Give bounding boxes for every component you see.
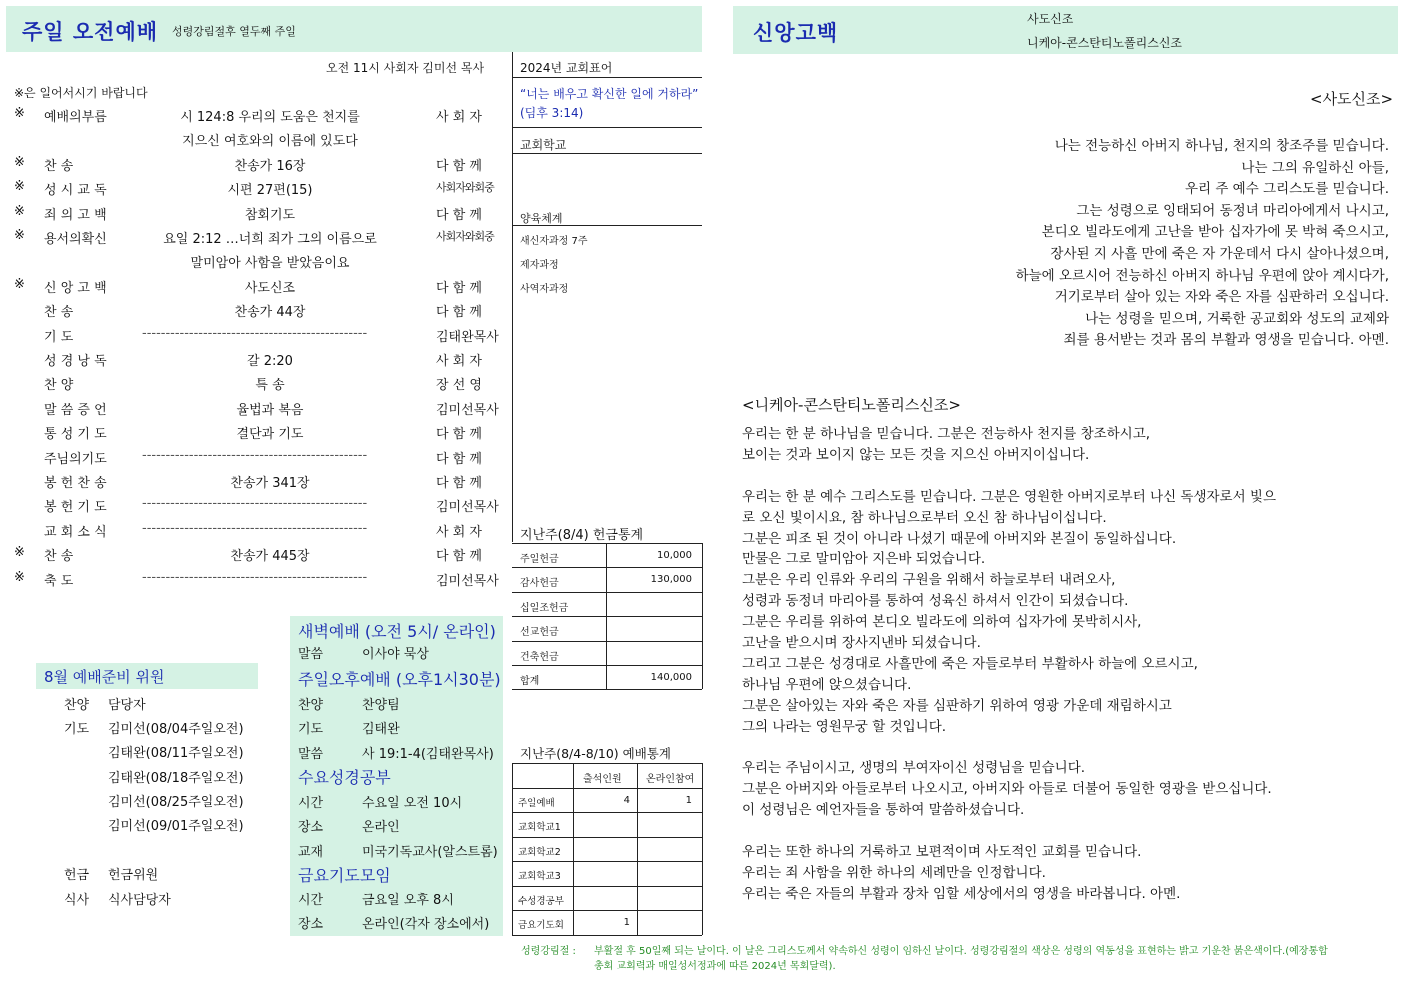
offering-line [512, 665, 702, 666]
attendance-line [512, 935, 702, 936]
nicene-line: 하나님 우편에 앉으셨습니다. [742, 676, 912, 693]
order-content: 요일 2:12 …너희 죄가 그의 이름으로 [163, 232, 377, 247]
apostles-line: 나는 전능하신 아버지 하나님, 천지의 창조주를 믿습니다. [1054, 138, 1389, 154]
order-name: 찬 양 [44, 378, 74, 394]
order-row [0, 374, 510, 398]
order-who: 김미선목사 [436, 402, 499, 418]
nicene-line: 성령과 동정녀 마리아를 통하여 성육신 하셔서 인간이 되셨습니다. [742, 593, 1129, 610]
order-name: 용서의확신 [44, 232, 107, 247]
order-content: 갈 2:20 [247, 354, 293, 369]
order-mark: ※ [14, 203, 25, 219]
meeting-key: 장소 [298, 917, 324, 933]
nicene-line: 그분은 살아있는 자와 죽은 자를 심판하기 위하여 영광 가운데 재림하시고 [742, 697, 1172, 714]
order-mark: ※ [14, 228, 25, 243]
order-content: 특 송 [255, 378, 285, 394]
order-who: 다 함 께 [436, 549, 482, 565]
order-content: ------------------------------------------------ [142, 325, 368, 341]
order-content: 찬송가 445장 [230, 549, 310, 565]
order-who: 사 회 자 [436, 110, 482, 125]
stand-notice: ※은 일어서시기 바랍니다 [14, 86, 148, 100]
order-name: 성 경 낭 독 [44, 354, 107, 369]
order-name: 기 도 [44, 329, 74, 345]
order-who: 사 회 자 [436, 524, 482, 540]
order-name: 성 시 교 독 [44, 183, 107, 199]
order-row [0, 399, 510, 423]
meeting-key: 장소 [298, 820, 324, 836]
order-who: 다 함 께 [436, 158, 482, 174]
meeting-key: 교재 [298, 844, 324, 860]
order-row [0, 204, 510, 228]
order-content: 율법과 복음 [236, 402, 304, 418]
offering-value: 140,000 [650, 672, 692, 683]
attendance-a: 1 [623, 917, 630, 928]
offering-value: 130,000 [650, 574, 692, 586]
meeting-value: 수요일 오전 10시 [362, 796, 463, 811]
nicene-line: 만물은 그로 말미암아 지은바 되었습니다. [742, 551, 986, 568]
prep-value: 김태완(08/11주일오전) [108, 746, 244, 761]
offering-line [512, 592, 702, 593]
attendance-line [512, 910, 702, 911]
nicene-line: 고난을 받으시며 장사지낸바 되셨습니다. [742, 635, 981, 651]
order-content: 말미암아 사함을 받았음이요 [190, 256, 350, 272]
order-who: 사회자와회중 [436, 181, 494, 195]
attendance-key: 주일예배 [518, 797, 555, 809]
apostles-line: 나는 그의 유일하신 아들, [1241, 159, 1389, 176]
meeting-heading: 수요성경공부 [298, 768, 391, 787]
attendance-line [512, 861, 702, 862]
attendance-key: 교회학교1 [518, 822, 561, 833]
attendance-line [512, 837, 702, 838]
offering-key: 합계 [520, 676, 540, 687]
offering-value: 10,000 [657, 550, 692, 561]
nicene-title: <니케아-콘스탄티노폴리스신조> [742, 396, 961, 414]
order-content: 찬송가 341장 [230, 476, 310, 491]
attendance-line [512, 886, 702, 887]
order-row [0, 545, 510, 569]
edu-1: 새신자과정 7주 [520, 236, 588, 247]
prep-value: 김미선(08/25주일오전) [108, 795, 244, 810]
order-content: ------------------------------------------------ [142, 520, 368, 536]
offering-key: 감사헌금 [520, 578, 559, 590]
order-content: 지으신 여호와의 이름에 있도다 [182, 134, 358, 150]
attendance-key: 금요기도회 [518, 920, 564, 931]
meeting-value: 미국기독교사(알스트롬) [362, 844, 498, 860]
apostles-title: <사도신조> [1310, 90, 1394, 108]
order-name: 신 앙 고 백 [44, 280, 107, 296]
footer-label: 성령강림절 : [521, 946, 576, 957]
order-name: 봉 헌 기 도 [44, 500, 107, 516]
order-who: 김미선목사 [436, 573, 499, 589]
prep-header [36, 663, 258, 689]
apostles-line: 그는 성령으로 잉태되어 동정녀 마리아에게서 나시고, [1076, 202, 1389, 219]
meeting-value: 이사야 묵상 [362, 647, 429, 662]
order-name: 찬 송 [44, 158, 74, 174]
meeting-key: 찬양 [298, 698, 324, 713]
order-who: 사회자와회중 [436, 230, 494, 243]
order-mark: ※ [14, 106, 25, 121]
school-label: 교회학교 [520, 138, 567, 152]
footer-text2: 총회 교회력과 매일성서정과에 따른 2024년 목회달력). [594, 961, 836, 972]
attendance-b: 1 [685, 794, 692, 806]
attendance-vline [702, 763, 703, 935]
order-row [0, 155, 510, 179]
attendance-key: 교회학교2 [518, 846, 561, 858]
order-mark: ※ [14, 276, 25, 292]
order-content: ------------------------------------------------ [142, 447, 368, 463]
attendance-h1: 출석인원 [583, 774, 622, 785]
offering-title: 지난주(8/4) 헌금통계 [520, 528, 644, 543]
motto-text: “너는 배우고 확신한 일에 거하라” (딤후 3:14) [520, 87, 699, 120]
order-row [0, 252, 510, 276]
nicene-line: 우리는 죽은 자들의 부활과 장차 임할 세상에서의 영생을 바라봅니다. 아멘. [742, 885, 1181, 902]
nicene-line: 그분은 아버지와 아들로부터 나오시고, 아버지와 아들로 더불어 동일한 영광을 받으십니다. [742, 781, 1272, 798]
order-row [0, 228, 510, 252]
order-who: 다 함 께 [436, 476, 482, 491]
offering-line [512, 567, 702, 568]
creed-sub1: 사도신조 [1027, 12, 1074, 26]
left-header [6, 6, 702, 52]
meeting-key: 말씀 [298, 647, 324, 662]
meeting-value: 찬양팀 [362, 698, 400, 713]
apostles-line: 본디오 빌라도에게 고난을 받아 십자가에 못 박혀 죽으시고, [1041, 224, 1389, 241]
nicene-line: 보이는 것과 보이지 않는 모든 것을 지으신 아버지이십니다. [742, 446, 1090, 463]
prep-value: 김태완(08/18주일오전) [108, 771, 244, 786]
meeting-value: 사 19:1-4(김태완목사) [362, 746, 494, 762]
meeting-key: 시간 [298, 796, 324, 811]
creed-title: 신앙고백 [753, 21, 839, 45]
attendance-key: 수성경공부 [518, 895, 564, 907]
meeting-key: 말씀 [298, 746, 324, 762]
order-name: 예배의부름 [44, 110, 107, 125]
prep-value: 김미선(08/04주일오전) [108, 722, 244, 737]
apostles-line: 장사된 지 사흘 만에 죽은 자 가운데서 다시 살아나셨으며, [1050, 246, 1389, 262]
attendance-line [512, 788, 702, 789]
attendance-line [512, 812, 702, 813]
order-content: ------------------------------------------------ [142, 569, 368, 585]
offering-line [512, 689, 702, 690]
order-who: 사 회 자 [436, 354, 482, 369]
prep-key: 식사 [64, 893, 90, 908]
nicene-line: 그의 나라는 영원무궁 할 것입니다. [742, 718, 947, 735]
offering-key: 건축헌금 [520, 651, 559, 663]
order-row [0, 496, 510, 520]
nicene-line: 그분은 우리 인류와 우리의 구원을 위해서 하늘로부터 내려오사, [742, 572, 1116, 589]
attendance-vline [512, 763, 513, 935]
prep-value: 식사담당자 [108, 893, 171, 908]
prep-key: 기도 [64, 722, 90, 737]
prep-key: 찬양 [64, 698, 90, 713]
meeting-heading: 새벽예배 (오전 5시/ 온라인) [298, 622, 496, 641]
divider [512, 52, 513, 542]
footer-text1: 부활절 후 50일째 되는 날이다. 이 날은 그리스도께서 약속하신 성령이 임하신 날이다. 성령강림절의 색상은 성령의 역동성을 표현하는 밝고 기운찬 붉은색이다.(예장통합 [594, 946, 1328, 957]
apostles-line: 거기로부터 살아 있는 자와 죽은 자를 심판하러 오십니다. [1054, 289, 1389, 306]
apostles-line: 죄를 용서받는 것과 몸의 부활과 영생을 믿습니다. 아멘. [1063, 332, 1389, 349]
order-name: 봉 헌 찬 송 [44, 476, 107, 491]
meeting-key: 시간 [298, 893, 324, 908]
order-row [0, 130, 510, 154]
nicene-line: 우리는 한 분 예수 그리스도를 믿습니다. 그분은 영원한 아버지로부터 나신 독생자로서 빛으 [742, 488, 1277, 505]
order-name: 교 회 소 식 [44, 524, 107, 540]
order-row [0, 179, 510, 203]
meeting-value: 금요일 오후 8시 [362, 893, 454, 908]
order-content: 찬송가 16장 [234, 158, 306, 174]
meeting-key: 기도 [298, 722, 324, 738]
offering-line [512, 641, 702, 642]
order-who: 다 함 께 [436, 427, 482, 443]
nicene-line: 우리는 주님이시고, 생명의 부여자이신 성령님을 믿습니다. [742, 760, 1086, 777]
meeting-value: 온라인(각자 장소에서) [362, 917, 490, 933]
attendance-key: 교회학교3 [518, 871, 561, 882]
meeting-value: 온라인 [362, 820, 400, 836]
prep-value: 담당자 [108, 698, 146, 713]
order-row [0, 521, 510, 545]
edu-title: 양육체계 [520, 212, 563, 225]
order-name: 통 성 기 도 [44, 427, 107, 443]
offering-vline [606, 543, 607, 689]
offering-line [512, 543, 702, 544]
nicene-line: 그분은 우리를 위하여 본디오 빌라도에 의하여 십자가에 못박히시사, [742, 614, 1142, 631]
prep-value: 헌금위원 [108, 868, 159, 883]
order-row [0, 448, 510, 472]
order-who: 장 선 영 [436, 378, 482, 394]
order-mark: ※ [14, 545, 25, 561]
attendance-a: 4 [623, 794, 630, 806]
order-who: 다 함 께 [436, 207, 482, 223]
order-row [0, 423, 510, 447]
order-row [0, 301, 510, 325]
order-content: 사도신조 [244, 280, 296, 296]
order-name: 주님의기도 [44, 451, 107, 467]
order-who: 김태완목사 [436, 329, 499, 345]
offering-key: 주일헌금 [520, 554, 559, 565]
nicene-line: 그분은 피조 된 것이 아니라 나셨기 때문에 아버지와 본질이 동일하십니다. [742, 530, 1177, 547]
order-content: ------------------------------------------------ [142, 496, 368, 512]
order-mark: ※ [14, 179, 25, 195]
order-mark: ※ [14, 154, 25, 170]
meeting-value: 김태완 [362, 722, 400, 738]
order-name: 찬 송 [44, 305, 74, 321]
prep-title: 8월 예배준비 위원 [44, 668, 165, 686]
order-mark: ※ [14, 569, 25, 585]
prep-value: 김미선(09/01주일오전) [108, 819, 244, 834]
order-row [0, 326, 510, 350]
order-who: 다 함 께 [436, 451, 482, 467]
nicene-line: 우리는 또한 하나의 거룩하고 보편적이며 사도적인 교회를 믿습니다. [742, 844, 1142, 860]
nicene-line: 로 오신 빛이시요, 참 하나님으로부터 오신 참 하나님이십니다. [742, 509, 1107, 526]
attendance-line [512, 763, 702, 764]
offering-line [512, 616, 702, 617]
order-name: 축 도 [44, 573, 74, 589]
order-content: 시편 27편(15) [227, 183, 313, 199]
offering-key: 십일조헌금 [520, 602, 569, 614]
order-row [0, 277, 510, 301]
order-content: 결단과 기도 [236, 427, 304, 443]
nicene-line: 그리고 그분은 성경대로 사흘만에 죽은 자들로부터 부활하사 하늘에 오르시고, [742, 655, 1198, 672]
apostles-line: 우리 주 예수 그리스도를 믿습니다. [1184, 181, 1389, 198]
order-who: 다 함 께 [436, 305, 482, 321]
order-content: 시 124:8 우리의 도움은 천지를 [180, 110, 360, 125]
attendance-h2: 온라인참여 [646, 774, 695, 785]
order-row [0, 350, 510, 374]
order-row [0, 106, 510, 130]
attendance-vline [637, 763, 638, 935]
creed-sub2: 니케아-콘스탄티노폴리스신조 [1027, 36, 1183, 50]
motto-title: 2024년 교회표어 [520, 61, 613, 75]
offering-vline [702, 543, 703, 689]
meeting-heading: 주일오후예배 (오후1시30분) [298, 670, 501, 689]
order-content: 참회기도 [244, 207, 296, 223]
order-row [0, 472, 510, 496]
nicene-line: 우리는 한 분 하나님을 믿습니다. 그분은 전능하사 천지를 창조하시고, [742, 426, 1151, 442]
apostles-line: 나는 성령을 믿으며, 거룩한 공교회와 성도의 교제와 [1085, 310, 1389, 327]
order-who: 다 함 께 [436, 280, 482, 296]
edu-3: 사역자과정 [520, 284, 569, 295]
meeting-heading: 금요기도모임 [298, 866, 391, 885]
apostles-line: 하늘에 오르시어 전능하신 아버지 하나님 우편에 앉아 계시다가, [1015, 267, 1389, 284]
order-name: 말 씀 증 언 [44, 402, 107, 418]
order-name: 찬 송 [44, 549, 74, 565]
nicene-line: 우리는 죄 사함을 위한 하나의 세례만을 인정합니다. [742, 864, 1046, 881]
attendance-title: 지난주(8/4-8/10) 예배통계 [520, 746, 671, 761]
right-header [733, 6, 1398, 54]
page-subtitle: 성령강림절후 열두째 주일 [172, 25, 296, 38]
edu-2: 제자과정 [520, 260, 559, 271]
offering-key: 선교헌금 [520, 627, 559, 639]
order-content: 찬송가 44장 [234, 305, 306, 321]
service-time: 오전 11시 사회자 김미선 목사 [326, 61, 485, 75]
nicene-line: 이 성령님은 예언자들을 통하여 말씀하셨습니다. [742, 802, 1025, 819]
order-name: 죄 의 고 백 [44, 207, 107, 223]
order-row [0, 570, 510, 594]
order-who: 김미선목사 [436, 500, 499, 516]
attendance-vline [573, 763, 574, 935]
prep-key: 헌금 [64, 868, 90, 883]
page-title: 주일 오전예배 [22, 20, 159, 44]
